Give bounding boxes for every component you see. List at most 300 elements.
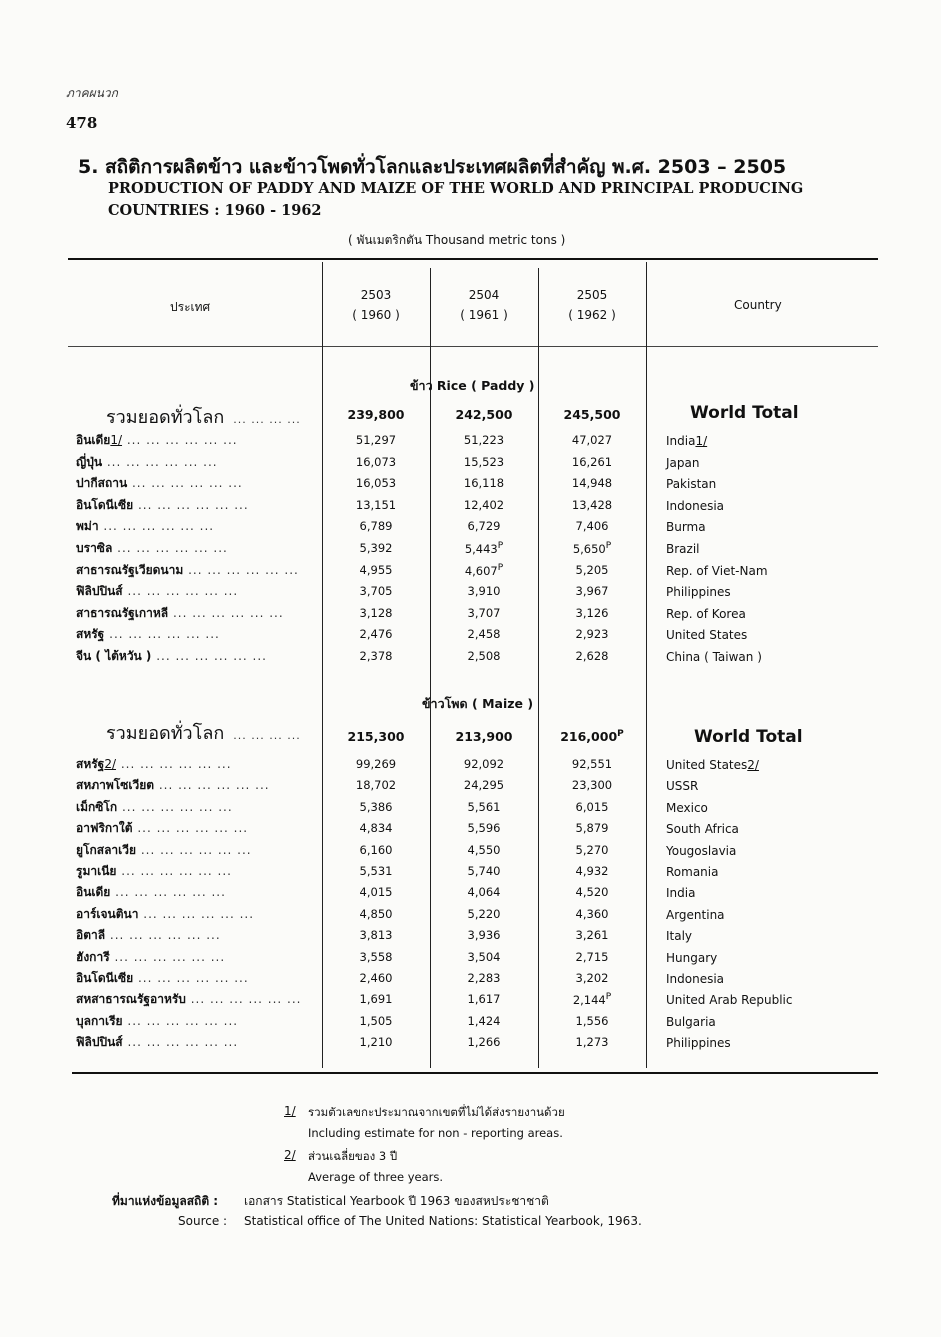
country-thai-name: อาร์เจนตินา	[76, 906, 139, 921]
footnote-ref: 2/	[747, 758, 759, 772]
maize-row-thai	[76, 841, 252, 860]
leader-dots: ... ... ... ... ... ...	[98, 519, 215, 534]
maize-value-1	[336, 757, 416, 771]
country-eng-name: Mexico	[666, 800, 708, 815]
value: 3,910	[467, 584, 501, 599]
rice-value-3	[552, 606, 632, 620]
value: 1,556	[575, 1013, 609, 1028]
rice-value-2	[444, 606, 524, 620]
maize-row-thai	[76, 926, 221, 945]
source-eng-label: Source :	[178, 1214, 228, 1228]
maize-value-1	[336, 864, 416, 878]
value: 5,392	[359, 541, 393, 555]
maize-value-1	[336, 907, 416, 921]
page-number: 478	[66, 114, 98, 132]
leader-dots: ... ... ... ... ... ...	[122, 433, 238, 447]
column-header-2504: 2504	[468, 288, 500, 302]
country-thai-name: ยูโกสลาเวีย	[76, 842, 137, 857]
value: 16,073	[355, 454, 397, 469]
maize-row-eng	[666, 779, 698, 793]
footnote-2-eng: Average of three years.	[308, 1170, 444, 1184]
rice-row-thai	[76, 517, 214, 536]
rice-value-3	[552, 584, 632, 598]
rice-value-1	[336, 606, 416, 620]
country-thai-name: รูมาเนีย	[76, 864, 117, 878]
maize-value-1	[336, 971, 416, 985]
leader-dots: ... ... ... ... ... ...	[105, 928, 221, 943]
title-english-line1: PRODUCTION OF PADDY AND MAIZE OF THE WORLD AND PRINCIPAL PRODUCING	[108, 180, 804, 197]
rice-value-3	[552, 649, 632, 663]
rice-world-total-eng: World Total	[690, 403, 799, 423]
maize-value-1	[336, 800, 416, 814]
value: 2,476	[359, 627, 393, 642]
country-thai-name: สหรัฐ	[76, 627, 105, 642]
rice-value-3	[552, 433, 632, 447]
country-eng-name: Philippines	[666, 585, 731, 600]
footnote-ref: 2/	[104, 757, 116, 771]
rice-value-1	[336, 455, 416, 469]
maize-value-2	[444, 950, 524, 964]
rice-world-total-label: รวมยอดทั่วโลก ... ... ... ...	[106, 407, 301, 428]
country-thai-name: อินโดนีเซีย	[76, 497, 134, 512]
maize-row-thai	[76, 883, 226, 902]
leader-dots: ... ... ... ... ... ...	[136, 842, 252, 857]
column-header-1962: ( 1962 )	[568, 308, 616, 322]
maize-value-2	[444, 971, 524, 985]
rice-value-1	[336, 498, 416, 512]
leader-dots: ... ... ... ... ... ...	[122, 584, 239, 599]
rice-value-2	[444, 519, 524, 533]
rice-row-thai	[76, 496, 249, 515]
provisional-mark: P	[605, 541, 612, 551]
value: 2,508	[467, 649, 501, 663]
column-header-2503: 2503	[360, 288, 392, 302]
country-eng-name: United States	[666, 628, 748, 643]
leader-dots: ... ... ... ... ... ...	[127, 476, 243, 491]
value: 7,406	[575, 519, 609, 534]
maize-total-1961: 213,900	[455, 729, 513, 744]
maize-value-1	[336, 1014, 416, 1028]
value: 14,948	[571, 476, 613, 491]
country-eng-name: India	[666, 434, 696, 448]
value: 5,220	[467, 906, 501, 921]
country-thai-name: บราซิล	[76, 541, 113, 555]
value: 2,144	[572, 993, 606, 1008]
value: 4,834	[359, 821, 393, 836]
column-header-2505: 2505	[576, 288, 608, 302]
country-eng-name: United States	[666, 758, 748, 772]
maize-value-2	[444, 778, 524, 792]
value: 6,015	[575, 799, 609, 814]
maize-value-2	[444, 800, 524, 814]
value: 3,202	[575, 971, 609, 985]
country-eng-name: United Arab Republic	[666, 993, 793, 1008]
maize-row-thai	[76, 969, 249, 988]
value: 4,850	[359, 906, 393, 921]
value: 4,064	[467, 885, 501, 900]
rice-value-1	[336, 627, 416, 641]
country-thai-name: สาธารณรัฐเกาหลี	[76, 605, 169, 620]
source-thai-label: ที่มาแห่งข้อมูลสถิติ :	[112, 1194, 219, 1208]
maize-value-3	[552, 928, 632, 942]
rice-row-eng	[666, 564, 768, 578]
value: 3,813	[359, 928, 393, 943]
leader-dots: ... ... ... ... ... ...	[116, 757, 232, 771]
maize-row-eng	[666, 929, 692, 943]
maize-value-3	[552, 907, 632, 921]
column-header-country-eng: Country	[734, 298, 782, 312]
leader-dots: ... ... ... ... ... ...	[102, 454, 218, 469]
rice-total-1961: 242,500	[455, 407, 513, 422]
value: 3,967	[575, 584, 609, 599]
value: 2,923	[575, 627, 609, 642]
rice-total-1962: 245,500	[563, 407, 621, 422]
maize-row-eng	[666, 886, 695, 900]
value: 4,607	[464, 563, 498, 578]
value: 12,402	[463, 497, 505, 512]
rice-value-2	[444, 455, 524, 469]
maize-row-thai	[76, 990, 301, 1009]
maize-row-thai	[76, 1033, 238, 1052]
value: 23,300	[571, 778, 613, 793]
leader-dots: ... ... ... ... ... ...	[132, 821, 249, 836]
maize-total-1962: $216,000^P$	[560, 729, 624, 745]
value: 51,297	[355, 433, 397, 447]
title-thai: 5. สถิติการผลิตข้าว และข้าวโพดทั่วโลกและประเทศผลิตที่สำคัญ พ.ศ. 2503 – 2505	[78, 156, 787, 178]
country-thai-name: สหภาพโซเวียต	[76, 778, 155, 793]
maize-value-3	[552, 864, 632, 878]
value: 3,128	[359, 605, 393, 620]
maize-row-eng	[666, 993, 792, 1007]
maize-value-1	[336, 778, 416, 792]
rice-row-eng	[666, 456, 699, 470]
rice-value-1	[336, 476, 416, 490]
leader-dots: ... ... ... ... ... ...	[168, 605, 284, 620]
maize-row-eng	[666, 822, 739, 836]
value: 3,504	[467, 949, 501, 964]
value: 4,955	[359, 562, 393, 577]
maize-row-eng	[666, 1015, 716, 1029]
rice-value-1	[336, 649, 416, 663]
maize-value-3	[552, 843, 632, 857]
value: 3,261	[575, 928, 609, 943]
maize-total-1960: 215,300	[347, 729, 405, 744]
source-thai: เอกสาร Statistical Yearbook ปี 1963 ของสหประชาชาติ	[244, 1194, 549, 1208]
maize-value-2	[444, 992, 524, 1006]
country-thai-name: อินโดนีเซีย	[76, 971, 134, 985]
leader-dots: ... ... ... ... ... ...	[151, 649, 267, 663]
leader-dots: ... ... ... ... ... ...	[112, 541, 228, 555]
table-bottom-rule	[72, 1072, 878, 1074]
maize-value-2	[444, 885, 524, 899]
leader-dots: ... ... ... ... ... ...	[116, 864, 232, 878]
value: 3,126	[575, 605, 609, 620]
maize-value-2	[444, 864, 524, 878]
value: 4,520	[575, 885, 609, 900]
country-eng-name: China ( Taiwan )	[666, 650, 762, 664]
rice-value-2	[444, 476, 524, 490]
rice-row-thai	[76, 647, 267, 666]
rice-value-2	[444, 433, 524, 447]
value: 15,523	[463, 454, 505, 469]
value: 4,360	[575, 906, 609, 921]
rice-row-eng	[666, 434, 707, 448]
value: 13,428	[571, 497, 613, 512]
rice-value-3	[552, 519, 632, 533]
value: 4,015	[359, 885, 393, 900]
value: 4,550	[467, 842, 501, 857]
rice-value-1	[336, 433, 416, 447]
value: 4,932	[575, 864, 609, 878]
country-eng-name: USSR	[666, 779, 699, 794]
value: 92,551	[571, 757, 613, 771]
country-eng-name: Rep. of Viet-Nam	[666, 563, 768, 578]
country-thai-name: อินเดีย	[76, 885, 111, 900]
footnote-1-thai: รวมตัวเลขกะประมาณจากเขตที่ไม่ได้ส่งรายงานด้วย	[308, 1105, 565, 1119]
rice-value-2	[444, 627, 524, 641]
column-divider-1	[322, 262, 323, 1068]
country-eng-name: Brazil	[666, 542, 700, 556]
value: 5,596	[467, 821, 501, 836]
maize-row-eng	[666, 758, 759, 772]
value: 6,160	[359, 842, 393, 857]
value: 24,295	[463, 778, 505, 793]
maize-row-thai	[76, 948, 225, 967]
country-eng-name: India	[666, 886, 696, 901]
country-eng-name: Argentina	[666, 907, 725, 922]
maize-value-2	[444, 821, 524, 835]
column-header-1961: ( 1961 )	[460, 308, 508, 322]
rice-value-2	[444, 541, 524, 556]
country-thai-name: ญี่ปุ่น	[76, 454, 103, 469]
country-thai-name: ฟิลิปปินส์	[76, 584, 123, 599]
rice-value-2	[444, 584, 524, 598]
maize-value-1	[336, 885, 416, 899]
leader-dots: ... ... ... ... ... ...	[104, 627, 220, 642]
maize-row-eng	[666, 972, 724, 986]
maize-row-thai	[76, 755, 232, 774]
maize-value-3	[552, 757, 632, 771]
country-eng-name: Rep. of Korea	[666, 606, 746, 621]
value: 51,223	[463, 433, 505, 447]
value: 92,092	[463, 757, 505, 771]
rice-value-3	[552, 563, 632, 577]
value: 1,273	[575, 1035, 609, 1050]
rice-value-2	[444, 563, 524, 578]
country-eng-name: Indonesia	[666, 498, 725, 513]
column-header-country-thai: ประเทศ	[170, 300, 211, 314]
rice-value-3	[552, 455, 632, 469]
rice-row-eng	[666, 585, 731, 599]
rice-row-eng	[666, 477, 716, 491]
value: 1,505	[359, 1013, 393, 1028]
maize-row-eng	[666, 865, 718, 879]
country-thai-name: สาธารณรัฐเวียดนาม	[76, 562, 184, 577]
value: 16,118	[463, 476, 505, 491]
rice-row-thai	[76, 561, 299, 580]
country-thai-name: อินเดีย	[76, 433, 111, 447]
leader-dots: ... ... ... ... ... ...	[122, 1035, 239, 1050]
rice-total-1960: 239,800	[347, 407, 405, 422]
country-eng-name: Hungary	[666, 950, 718, 965]
value: 1,424	[467, 1013, 501, 1028]
value: 16,261	[571, 454, 613, 469]
maize-world-total-eng: World Total	[694, 727, 803, 747]
country-eng-name: Italy	[666, 929, 693, 944]
maize-value-3	[552, 1035, 632, 1049]
rice-row-thai	[76, 474, 243, 493]
footnote-1-eng: Including estimate for non - reporting areas.	[308, 1126, 563, 1140]
maize-value-1	[336, 843, 416, 857]
leader-dots: ... ... ... ... ... ...	[109, 949, 226, 964]
value: 47,027	[571, 433, 613, 447]
value: 6,789	[359, 519, 393, 534]
value: 2,715	[575, 949, 609, 964]
maize-value-3	[552, 885, 632, 899]
rice-row-thai	[76, 453, 218, 472]
rice-row-thai	[76, 604, 284, 623]
rice-value-3	[552, 541, 632, 556]
leader-dots: ... ... ... ... ... ...	[110, 885, 226, 900]
value: 5,879	[575, 821, 609, 836]
value: 1,210	[359, 1035, 393, 1050]
value: 3,705	[359, 584, 393, 599]
rice-row-thai	[76, 431, 238, 450]
leader-dots: ... ... ... ... ... ...	[133, 497, 249, 512]
value: 16,053	[355, 476, 397, 491]
maize-value-2	[444, 757, 524, 771]
title-english-line2: COUNTRIES : 1960 - 1962	[108, 202, 322, 219]
maize-value-1	[336, 821, 416, 835]
leader-dots: ... ... ... ... ... ...	[138, 906, 255, 921]
value: 6,729	[467, 519, 501, 534]
country-thai-name: บุลกาเรีย	[76, 1013, 123, 1028]
provisional-mark: P	[497, 562, 504, 573]
value: 5,205	[575, 562, 609, 577]
footnote-ref: 1/	[110, 433, 123, 447]
value: 2,460	[359, 971, 393, 985]
country-eng-name: Bulgaria	[666, 1014, 716, 1029]
value: 3,707	[467, 605, 501, 620]
maize-value-2	[444, 907, 524, 921]
maize-section-heading: ข้าวโพด ( Maize )	[422, 696, 534, 711]
rice-row-thai	[76, 539, 228, 558]
maize-value-2	[444, 1014, 524, 1028]
country-eng-name: Yougoslavia	[666, 843, 737, 858]
maize-value-1	[336, 950, 416, 964]
value: 2,628	[575, 649, 609, 663]
provisional-mark: P	[497, 541, 504, 551]
maize-row-thai	[76, 776, 270, 795]
country-eng-name: Philippines	[666, 1036, 731, 1051]
rice-row-eng	[666, 542, 700, 556]
value: 1,691	[359, 992, 393, 1007]
country-thai-name: พม่า	[76, 519, 99, 534]
maize-row-eng	[666, 951, 717, 965]
value: 2,283	[467, 971, 501, 985]
leader-dots: ... ... ... ... ... ...	[122, 1013, 239, 1028]
maize-value-3	[552, 950, 632, 964]
country-thai-name: สหสาธารณรัฐอาหรับ	[76, 992, 186, 1007]
country-thai-name: ฮังการี	[76, 949, 110, 964]
rice-value-1	[336, 519, 416, 533]
maize-row-eng	[666, 801, 708, 815]
maize-value-1	[336, 992, 416, 1006]
value: 99,269	[355, 757, 397, 771]
footnote-2-thai: ส่วนเฉลี่ยของ 3 ปี	[308, 1149, 398, 1163]
country-thai-name: ฟิลิปปินส์	[76, 1035, 123, 1050]
country-thai-name: อาฟริกาใต้	[76, 821, 133, 836]
rice-value-1	[336, 563, 416, 577]
value: 5,443	[464, 541, 498, 556]
value: 5,650	[572, 541, 606, 556]
maize-world-total-label: รวมยอดทั่วโลก ... ... ... ...	[106, 723, 301, 744]
maize-value-3	[552, 800, 632, 814]
country-thai-name: จีน ( ไต้หวัน )	[76, 649, 152, 663]
unit-label: ( พันเมตริกตัน Thousand metric tons )	[348, 233, 566, 247]
rice-value-1	[336, 541, 416, 555]
maize-row-thai	[76, 798, 233, 817]
rice-row-eng	[666, 607, 746, 621]
country-thai-name: สหรัฐ	[76, 757, 105, 771]
leader-dots: ... ... ... ... ... ...	[133, 971, 249, 985]
value: 2,378	[359, 649, 393, 663]
maize-value-3	[552, 1014, 632, 1028]
leader-dots: ... ... ... ... ... ...	[154, 778, 270, 793]
maize-value-2	[444, 843, 524, 857]
footnote-ref: 1/	[695, 434, 708, 448]
country-eng-name: Indonesia	[666, 972, 725, 986]
rice-row-eng	[666, 628, 747, 642]
provisional-mark: P	[605, 992, 612, 1003]
column-header-1960: ( 1960 )	[352, 308, 400, 322]
maize-value-1	[336, 928, 416, 942]
leader-dots: ... ... ... ... ... ...	[117, 799, 233, 814]
maize-value-2	[444, 1035, 524, 1049]
value: 5,386	[359, 799, 393, 814]
rice-value-3	[552, 498, 632, 512]
maize-row-thai	[76, 819, 248, 838]
table-top-rule	[68, 258, 878, 260]
rice-section-heading: ข้าว Rice ( Paddy )	[410, 378, 535, 393]
column-divider-3	[538, 268, 539, 1068]
maize-value-3	[552, 821, 632, 835]
country-thai-name: อิตาลี	[76, 928, 106, 943]
maize-row-eng	[666, 844, 736, 858]
rice-value-2	[444, 498, 524, 512]
value: 5,740	[467, 864, 501, 878]
country-eng-name: Burma	[666, 520, 706, 535]
rice-value-1	[336, 584, 416, 598]
maize-row-eng	[666, 1036, 731, 1050]
rice-value-3	[552, 627, 632, 641]
value: 1,266	[467, 1035, 501, 1050]
value: 13,151	[355, 497, 397, 512]
header-bottom-rule	[68, 346, 878, 347]
footnote-2-mark: 2/	[284, 1148, 296, 1162]
leader-dots: ... ... ... ... ... ...	[183, 562, 299, 577]
rice-value-2	[444, 649, 524, 663]
value: 5,561	[467, 799, 501, 814]
maize-value-1	[336, 1035, 416, 1049]
country-eng-name: Pakistan	[666, 477, 717, 492]
value: 1,617	[467, 992, 501, 1007]
rice-row-eng	[666, 650, 762, 664]
maize-row-thai	[76, 1012, 238, 1031]
rice-row-thai	[76, 625, 220, 644]
footnote-1-mark: 1/	[284, 1104, 296, 1118]
rice-row-thai	[76, 582, 238, 601]
